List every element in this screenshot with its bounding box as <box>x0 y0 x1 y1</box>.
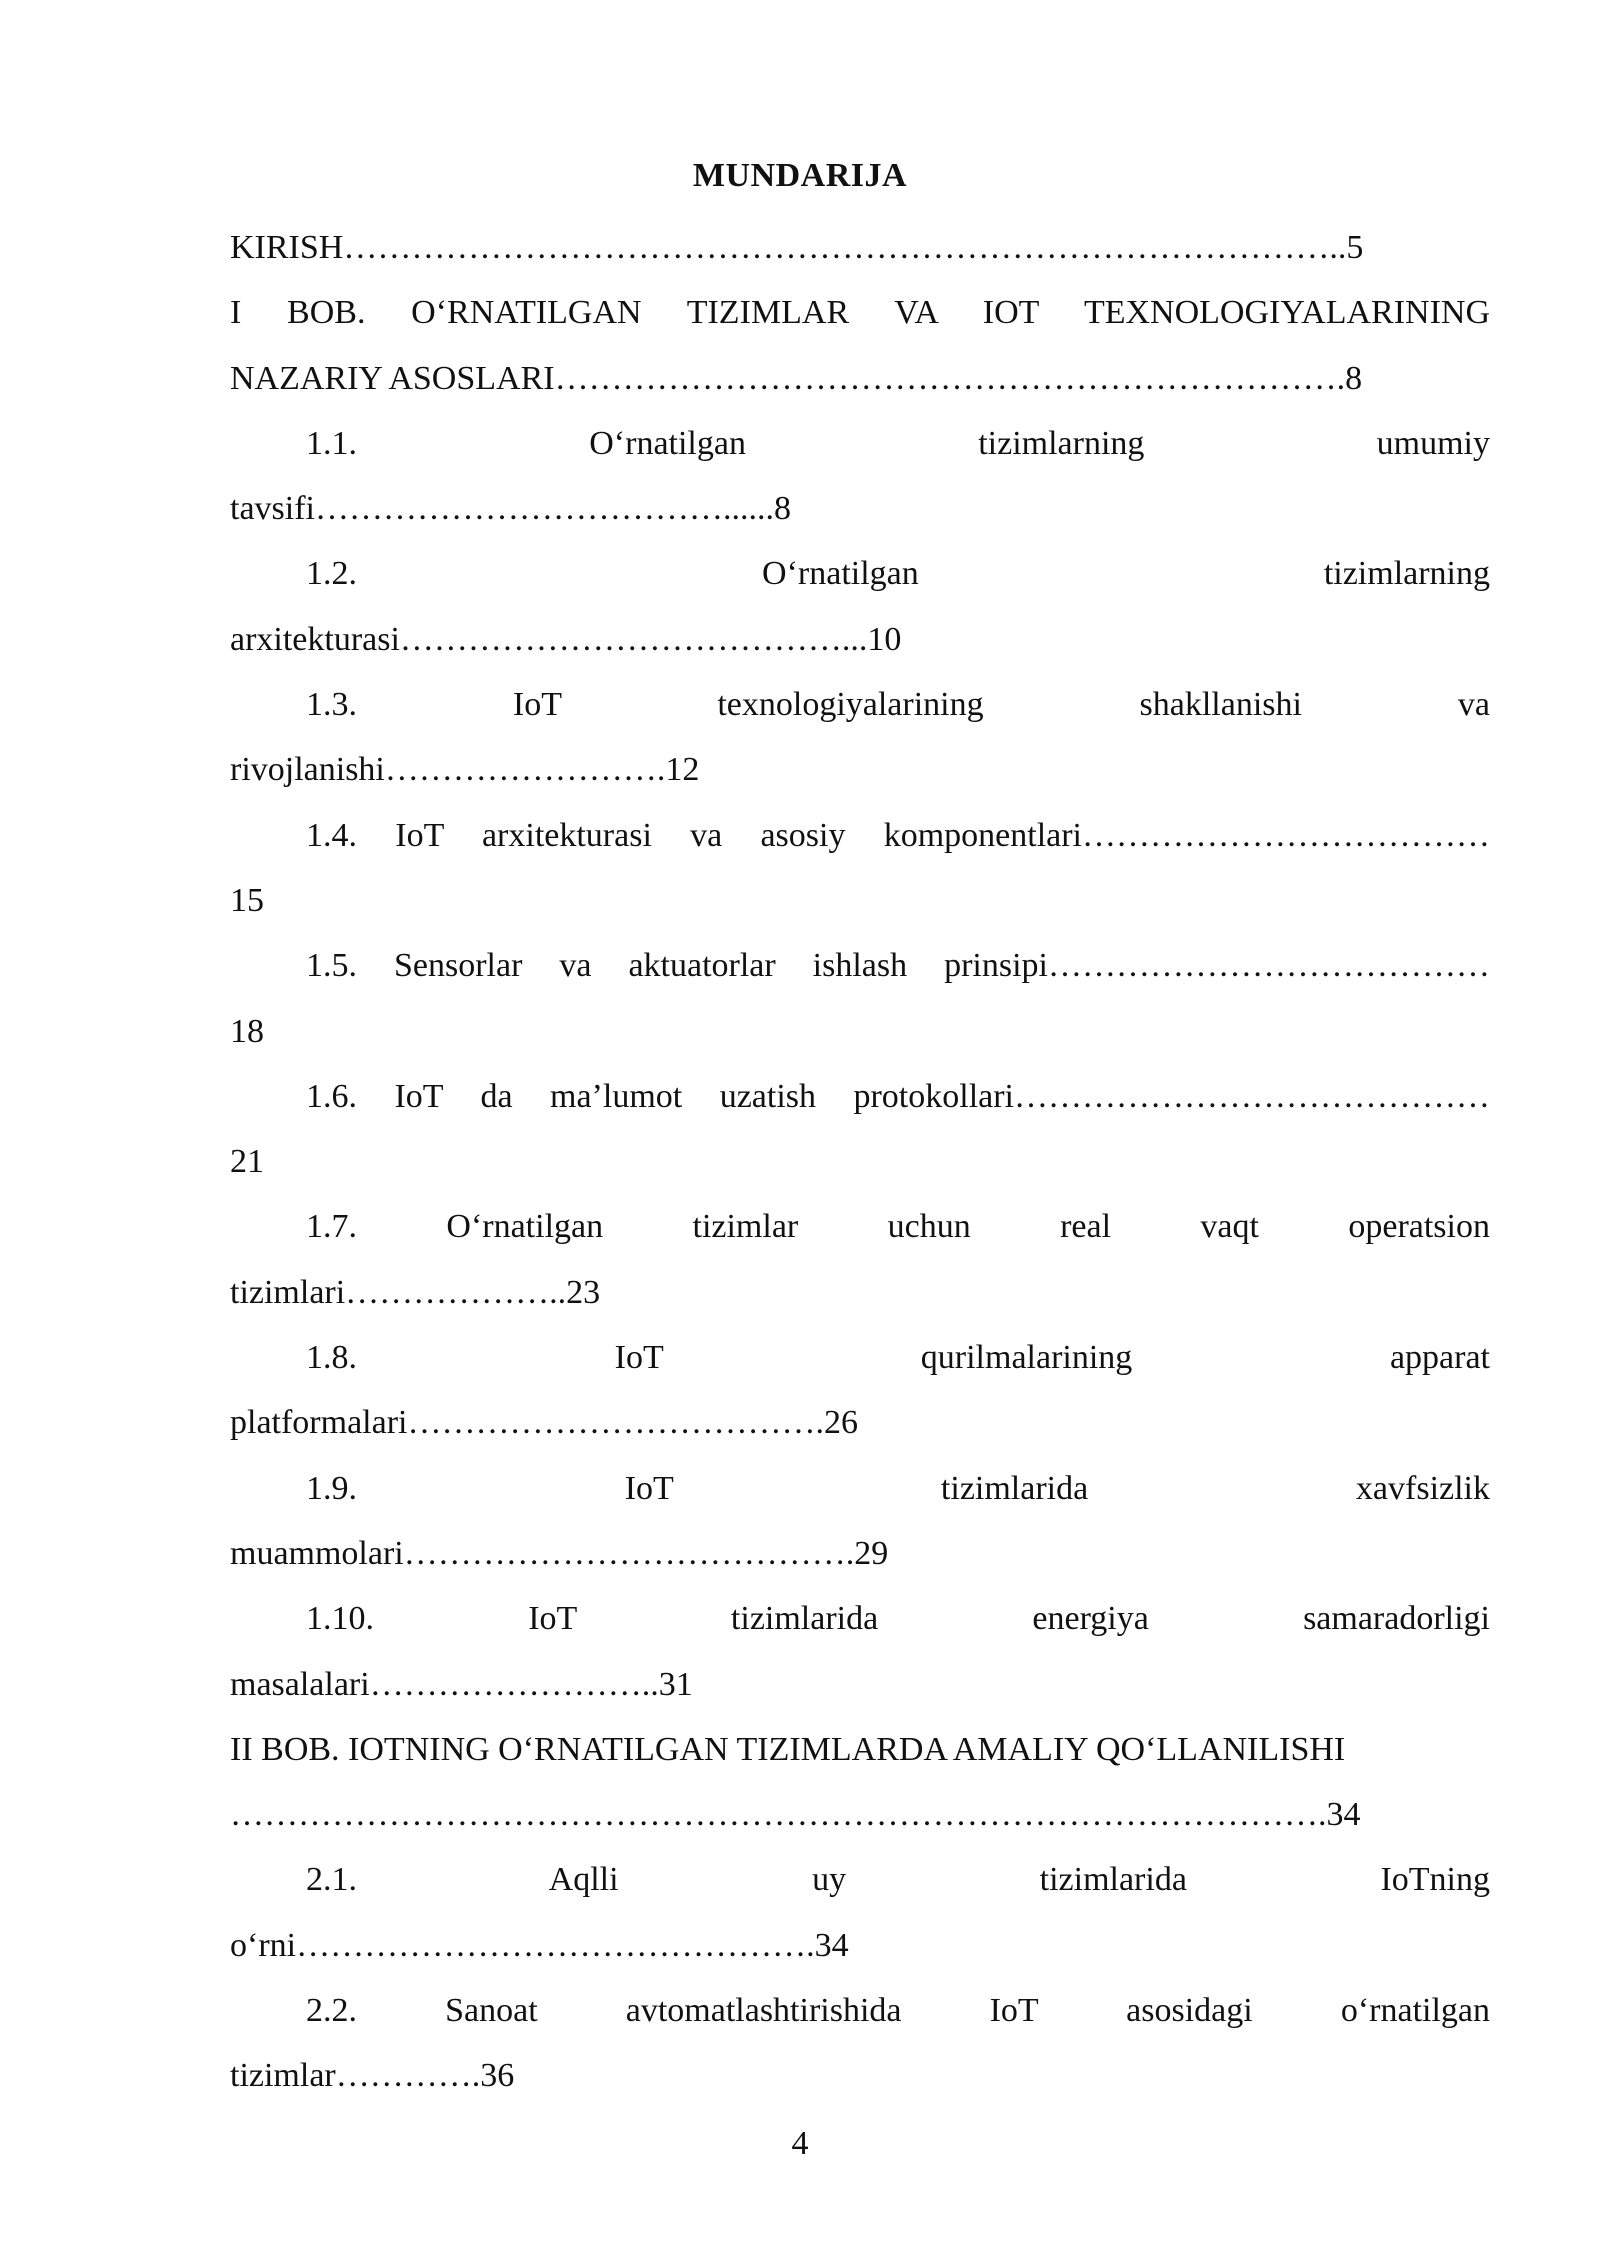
toc-line: NAZARIY ASOSLARI…………………………………………………………….8 <box>230 359 1363 397</box>
toc-line: platformalari……………………………….26 <box>230 1404 858 1442</box>
toc-line: masalalari……………………..31 <box>230 1665 693 1703</box>
page-number: 4 <box>791 2125 809 2162</box>
toc-line: 1.4. IoT arxitekturasi va asosiy komponentlari……………………………… <box>306 816 1490 854</box>
toc-line: tizimlari………………..23 <box>230 1273 601 1311</box>
toc-line: 1.8. IoT qurilmalarining apparat <box>306 1339 1490 1377</box>
table-of-contents <box>230 215 1490 2109</box>
toc-line: I BOB. O‘RNATILGAN TIZIMLAR VA IOT TEXNOLOGIYALARINING <box>230 294 1490 332</box>
toc-line: o‘rni……………………………………….34 <box>230 1926 849 1964</box>
toc-line: 1.3. IoT texnologiyalarining shakllanishi va <box>306 686 1490 724</box>
toc-line: 1.9. IoT tizimlarida xavfsizlik <box>306 1469 1490 1507</box>
toc-line: II BOB. IOTNING O‘RNATILGAN TIZIMLARDA AMALIY QO‘LLANILISHI <box>230 1730 1346 1768</box>
toc-line: 1.1. O‘rnatilgan tizimlarning umumiy <box>306 424 1490 462</box>
toc-line: KIRISH……………………………………………………………………………..5 <box>230 229 1364 266</box>
toc-line: arxitekturasi…………………………………...10 <box>230 620 902 658</box>
toc-line: 1.5. Sensorlar va aktuatorlar ishlash prinsipi………………………………… <box>306 947 1490 985</box>
toc-line: 15 <box>230 881 264 919</box>
page-title: MUNDARIJA <box>692 157 908 194</box>
toc-line: 1.2. O‘rnatilgan tizimlarning <box>306 555 1490 593</box>
toc-line: muammolari………………………………….29 <box>230 1534 889 1572</box>
toc-line: 21 <box>230 1143 264 1181</box>
toc-line: 1.6. IoT da ma’lumot uzatish protokollari…………………………………… <box>306 1077 1490 1115</box>
toc-line: tizimlar………….36 <box>230 2057 515 2095</box>
toc-line: 2.1. Aqlli uy tizimlarida IoTning <box>306 1861 1490 1899</box>
toc-line: 18 <box>230 1012 264 1050</box>
toc-line: 1.10. IoT tizimlarida energiya samaradorligi <box>306 1600 1490 1638</box>
toc-line: rivojlanishi…………………….12 <box>230 751 700 789</box>
toc-line: 2.2. Sanoat avtomatlashtirishida IoT asosidagi o‘rnatilgan <box>306 1992 1490 2030</box>
toc-line: 1.7. O‘rnatilgan tizimlar uchun real vaqt operatsion <box>306 1208 1490 1246</box>
toc-line: …………………………………………………………………………………….34 <box>230 1796 1361 1834</box>
toc-line: tavsifi………………………………......8 <box>230 490 791 528</box>
